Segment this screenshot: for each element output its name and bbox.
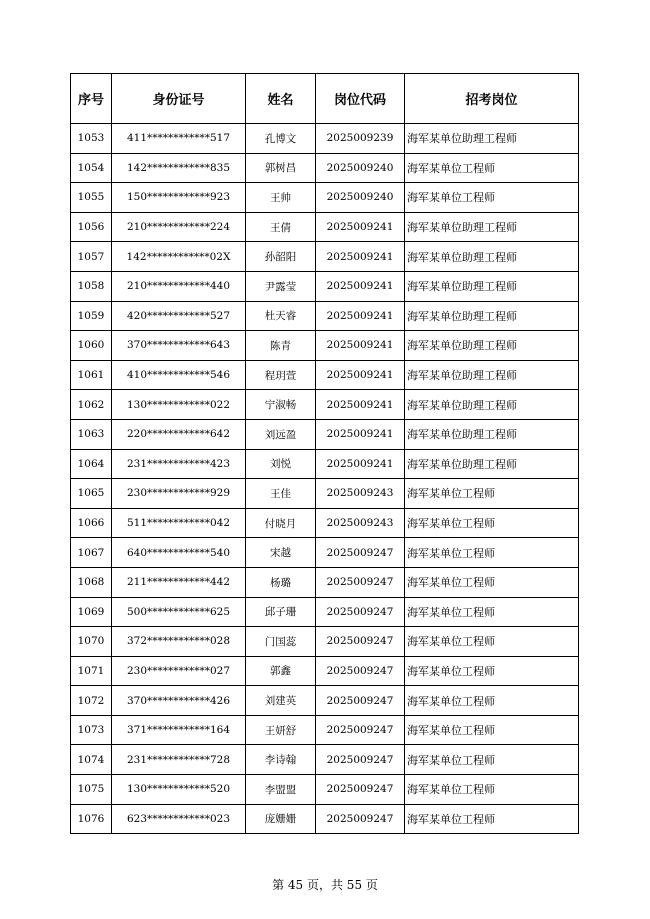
position-code-cell: 2025009241	[316, 419, 405, 449]
serial-cell: 1056	[71, 212, 112, 242]
table-row	[71, 390, 579, 420]
page-number: 第 45 页，共 55 页	[272, 878, 378, 892]
serial-cell: 1065	[71, 479, 112, 509]
id-number-cell: 410************546	[112, 360, 246, 390]
position-cell: 海军某单位工程师	[405, 538, 579, 568]
table-row	[71, 242, 579, 272]
position-code-cell: 2025009247	[316, 745, 405, 775]
name-cell: 王佳	[246, 479, 316, 509]
position-cell: 海军某单位助理工程师	[405, 271, 579, 301]
position-cell: 海军某单位助理工程师	[405, 390, 579, 420]
table-row	[71, 715, 579, 745]
table-row	[71, 686, 579, 716]
serial-cell: 1074	[71, 745, 112, 775]
id-number-cell: 130************520	[112, 775, 246, 805]
name-cell: 刘远盈	[246, 419, 316, 449]
id-number-cell: 142************02X	[112, 242, 246, 272]
name-cell: 李盟盟	[246, 775, 316, 805]
name-cell: 宁淑畅	[246, 390, 316, 420]
id-number-cell: 500************625	[112, 597, 246, 627]
position-code-cell: 2025009247	[316, 715, 405, 745]
serial-cell: 1057	[71, 242, 112, 272]
id-number-cell: 230************929	[112, 479, 246, 509]
serial-cell: 1073	[71, 715, 112, 745]
serial-cell: 1059	[71, 301, 112, 331]
serial-cell: 1053	[71, 124, 112, 154]
position-code-cell: 2025009243	[316, 508, 405, 538]
position-cell: 海军某单位助理工程师	[405, 419, 579, 449]
position-cell: 海军某单位助理工程师	[405, 360, 579, 390]
table-row	[71, 479, 579, 509]
position-code-cell: 2025009247	[316, 686, 405, 716]
position-code-cell: 2025009247	[316, 775, 405, 805]
position-code-cell: 2025009240	[316, 183, 405, 213]
table-row	[71, 508, 579, 538]
name-cell: 陈青	[246, 331, 316, 361]
position-code-cell: 2025009241	[316, 449, 405, 479]
serial-cell: 1075	[71, 775, 112, 805]
header-serial: 序号	[71, 74, 112, 124]
name-cell: 庞姗姗	[246, 804, 316, 834]
id-number-cell: 211************442	[112, 567, 246, 597]
position-cell: 海军某单位助理工程师	[405, 124, 579, 154]
position-cell: 海军某单位工程师	[405, 745, 579, 775]
table-row	[71, 627, 579, 657]
id-number-cell: 210************440	[112, 271, 246, 301]
position-code-cell: 2025009247	[316, 538, 405, 568]
position-cell: 海军某单位工程师	[405, 715, 579, 745]
table-header-row	[71, 74, 579, 124]
id-number-cell: 231************423	[112, 449, 246, 479]
id-number-cell: 142************835	[112, 153, 246, 183]
table-row	[71, 153, 579, 183]
position-code-cell: 2025009241	[316, 212, 405, 242]
name-cell: 王倩	[246, 212, 316, 242]
serial-cell: 1071	[71, 656, 112, 686]
id-number-cell: 372************028	[112, 627, 246, 657]
serial-cell: 1067	[71, 538, 112, 568]
table-row	[71, 775, 579, 805]
id-number-cell: 370************426	[112, 686, 246, 716]
position-cell: 海军某单位工程师	[405, 804, 579, 834]
position-cell: 海军某单位工程师	[405, 183, 579, 213]
position-code-cell: 2025009247	[316, 804, 405, 834]
name-cell: 杨璐	[246, 567, 316, 597]
id-number-cell: 370************643	[112, 331, 246, 361]
name-cell: 刘建英	[246, 686, 316, 716]
position-code-cell: 2025009241	[316, 360, 405, 390]
table-row	[71, 271, 579, 301]
serial-cell: 1063	[71, 419, 112, 449]
serial-cell: 1076	[71, 804, 112, 834]
name-cell: 尹露莹	[246, 271, 316, 301]
position-cell: 海军某单位助理工程师	[405, 242, 579, 272]
serial-cell: 1072	[71, 686, 112, 716]
name-cell: 邱子珊	[246, 597, 316, 627]
position-cell: 海军某单位工程师	[405, 597, 579, 627]
table-row	[71, 183, 579, 213]
id-number-cell: 130************022	[112, 390, 246, 420]
table-row	[71, 567, 579, 597]
position-code-cell: 2025009241	[316, 331, 405, 361]
position-code-cell: 2025009247	[316, 597, 405, 627]
position-cell: 海军某单位工程师	[405, 479, 579, 509]
name-cell: 程玥萱	[246, 360, 316, 390]
position-cell: 海军某单位工程师	[405, 153, 579, 183]
id-number-cell: 511************042	[112, 508, 246, 538]
position-code-cell: 2025009247	[316, 656, 405, 686]
table-row	[71, 419, 579, 449]
name-cell: 李诗翰	[246, 745, 316, 775]
serial-cell: 1068	[71, 567, 112, 597]
position-code-cell: 2025009241	[316, 271, 405, 301]
position-code-cell: 2025009241	[316, 301, 405, 331]
table-row	[71, 360, 579, 390]
name-cell: 王妍舒	[246, 715, 316, 745]
id-number-cell: 411************517	[112, 124, 246, 154]
name-cell: 王帅	[246, 183, 316, 213]
id-number-cell: 371************164	[112, 715, 246, 745]
position-cell: 海军某单位工程师	[405, 627, 579, 657]
id-number-cell: 230************027	[112, 656, 246, 686]
id-number-cell: 640************540	[112, 538, 246, 568]
position-code-cell: 2025009239	[316, 124, 405, 154]
id-number-cell: 220************642	[112, 419, 246, 449]
position-cell: 海军某单位助理工程师	[405, 331, 579, 361]
position-code-cell: 2025009241	[316, 390, 405, 420]
name-cell: 付晓月	[246, 508, 316, 538]
position-cell: 海军某单位工程师	[405, 508, 579, 538]
serial-cell: 1062	[71, 390, 112, 420]
table-row	[71, 597, 579, 627]
position-code-cell: 2025009247	[316, 627, 405, 657]
position-code-cell: 2025009241	[316, 242, 405, 272]
position-cell: 海军某单位工程师	[405, 656, 579, 686]
position-cell: 海军某单位助理工程师	[405, 212, 579, 242]
serial-cell: 1066	[71, 508, 112, 538]
header-name: 姓名	[246, 74, 316, 124]
name-cell: 郭树昌	[246, 153, 316, 183]
name-cell: 刘悦	[246, 449, 316, 479]
name-cell: 门国蕊	[246, 627, 316, 657]
name-cell: 孔博文	[246, 124, 316, 154]
serial-cell: 1055	[71, 183, 112, 213]
id-number-cell: 231************728	[112, 745, 246, 775]
table-row	[71, 745, 579, 775]
serial-cell: 1064	[71, 449, 112, 479]
name-cell: 杜天睿	[246, 301, 316, 331]
position-cell: 海军某单位助理工程师	[405, 449, 579, 479]
serial-cell: 1058	[71, 271, 112, 301]
id-number-cell: 150************923	[112, 183, 246, 213]
serial-cell: 1060	[71, 331, 112, 361]
candidate-table	[70, 73, 579, 834]
serial-cell: 1069	[71, 597, 112, 627]
position-code-cell: 2025009243	[316, 479, 405, 509]
position-cell: 海军某单位工程师	[405, 775, 579, 805]
position-cell: 海军某单位工程师	[405, 567, 579, 597]
table-row	[71, 804, 579, 834]
name-cell: 孙韶阳	[246, 242, 316, 272]
table-row	[71, 124, 579, 154]
serial-cell: 1070	[71, 627, 112, 657]
id-number-cell: 210************224	[112, 212, 246, 242]
id-number-cell: 623************023	[112, 804, 246, 834]
serial-cell: 1061	[71, 360, 112, 390]
name-cell: 郭鑫	[246, 656, 316, 686]
position-cell: 海军某单位助理工程师	[405, 301, 579, 331]
name-cell: 宋越	[246, 538, 316, 568]
table-row	[71, 212, 579, 242]
id-number-cell: 420************527	[112, 301, 246, 331]
serial-cell: 1054	[71, 153, 112, 183]
position-cell: 海军某单位工程师	[405, 686, 579, 716]
position-code-cell: 2025009247	[316, 567, 405, 597]
table-row	[71, 538, 579, 568]
header-position: 招考岗位	[405, 74, 579, 124]
header-position-code: 岗位代码	[316, 74, 405, 124]
position-code-cell: 2025009240	[316, 153, 405, 183]
table-row	[71, 331, 579, 361]
table-row	[71, 449, 579, 479]
table-row	[71, 656, 579, 686]
header-id-number: 身份证号	[112, 74, 246, 124]
table-row	[71, 301, 579, 331]
